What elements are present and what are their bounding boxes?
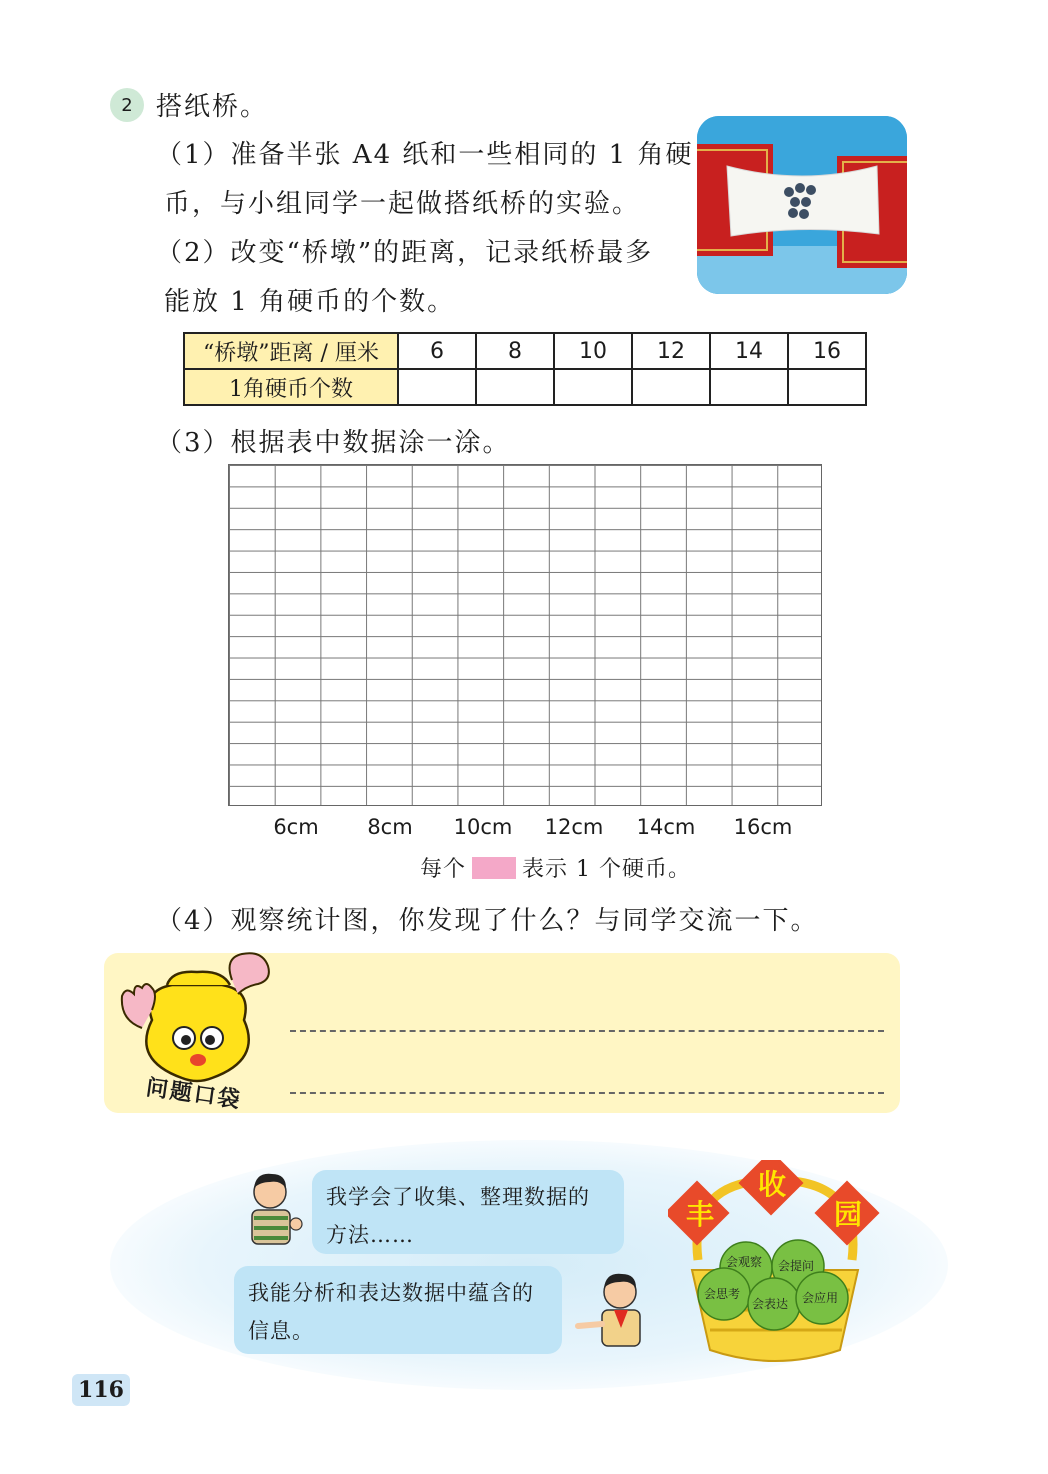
answer-line-1[interactable] [290, 1030, 884, 1032]
table-cell-coins-input[interactable] [398, 369, 476, 405]
bubble2-text: 我能分析和表达数据中蕴含的信息。 [248, 1281, 534, 1343]
step3-text: （3）根据表中数据涂一涂。 [156, 428, 511, 458]
chart-legend [420, 852, 691, 883]
bubble1-text: 我学会了收集、整理数据的方法…… [326, 1185, 590, 1247]
page-number: 116 [72, 1374, 130, 1406]
pocket-label: 问题口袋 [144, 1075, 244, 1114]
apple-label: 会思考 [704, 1287, 741, 1301]
problem-number-badge: 2 [110, 88, 144, 122]
table-cell-coins-input[interactable] [710, 369, 788, 405]
x-tick-label: 14cm [636, 815, 696, 839]
boy-pioneer-avatar-icon [570, 1268, 654, 1354]
harvest-char: 收 [758, 1168, 787, 1201]
legend-suffix: 表示 1 个硬币。 [522, 857, 691, 882]
apple-label: 会表达 [752, 1297, 789, 1311]
x-tick-label: 16cm [733, 815, 793, 839]
step2-line1: （2）改变“桥墩”的距离，记录纸桥最多 [156, 238, 654, 268]
apple-label: 会应用 [802, 1291, 839, 1305]
paper-bridge-photo [697, 116, 907, 294]
step4-text: （4）观察统计图，你发现了什么？与同学交流一下。 [156, 906, 819, 936]
table-cell-distance: 14 [710, 333, 788, 369]
step1-line1: （1）准备半张 A4 纸和一些相同的 1 角硬 [156, 140, 694, 170]
table-cell-coins-input[interactable] [788, 369, 866, 405]
legend-swatch [472, 857, 516, 879]
harvest-char: 丰 [686, 1198, 715, 1231]
table-row-distance [184, 333, 866, 369]
x-tick-label: 8cm [367, 815, 413, 839]
coloring-grid[interactable] [228, 464, 822, 806]
table-header-coins: 1角硬币个数 [184, 369, 398, 405]
apple-label: 会观察 [726, 1255, 763, 1269]
step2-line2: 能放 1 角硬币的个数。 [164, 287, 456, 317]
harvest-char: 园 [834, 1198, 863, 1231]
table-header-distance: “桥墩”距离 / 厘米 [184, 333, 398, 369]
x-tick-label: 10cm [453, 815, 513, 839]
table-cell-distance: 6 [398, 333, 476, 369]
harvest-basket-icon [668, 1160, 882, 1376]
speech-bubble-1 [312, 1170, 624, 1254]
table-cell-coins-input[interactable] [554, 369, 632, 405]
table-row-coins [184, 369, 866, 405]
table-cell-distance: 10 [554, 333, 632, 369]
data-table [183, 332, 867, 406]
x-tick-label: 12cm [544, 815, 604, 839]
table-cell-distance: 12 [632, 333, 710, 369]
table-cell-coins-input[interactable] [476, 369, 554, 405]
apple-label: 会提问 [778, 1259, 815, 1273]
answer-line-2[interactable] [290, 1092, 884, 1094]
table-cell-distance: 8 [476, 333, 554, 369]
legend-prefix: 每个 [420, 857, 467, 882]
table-cell-distance: 16 [788, 333, 866, 369]
speech-bubble-2 [234, 1266, 562, 1354]
table-cell-coins-input[interactable] [632, 369, 710, 405]
step1-line2: 币，与小组同学一起做搭纸桥的实验。 [164, 189, 641, 219]
problem-title: 搭纸桥。 [156, 92, 269, 122]
boy-avatar-icon [240, 1168, 310, 1252]
x-tick-label: 6cm [273, 815, 319, 839]
